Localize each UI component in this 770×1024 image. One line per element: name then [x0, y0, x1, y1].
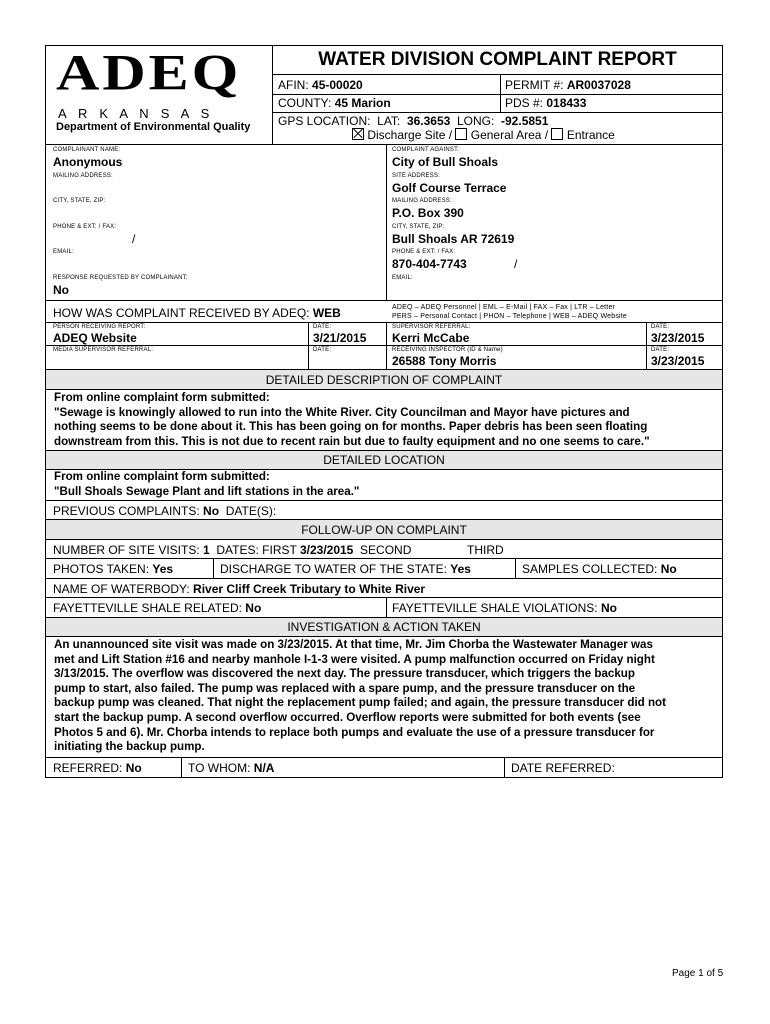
- samples-collected: SAMPLES COLLECTED: No: [522, 562, 677, 576]
- page-number: Page 1 of 5: [672, 968, 724, 979]
- supervisor-label: SUPERVISOR REFERRAL:: [392, 324, 471, 330]
- rule: [45, 345, 723, 346]
- rule: [213, 558, 214, 578]
- complainant-name: Anonymous: [53, 155, 123, 169]
- general-area-checkbox[interactable]: [455, 128, 467, 140]
- person-receiving-label: PERSON RECEIVING REPORT:: [53, 324, 146, 330]
- permit-field: PERMIT #: AR0037028: [505, 78, 631, 92]
- waterbody: NAME OF WATERBODY: River Cliff Creek Tributary to White River: [53, 582, 426, 596]
- rule: [45, 558, 723, 559]
- against-label: COMPLAINT AGAINST:: [392, 147, 460, 153]
- received-legend-1: ADEQ – ADEQ Personnel | EML – E-Mail | FAX – Fax | LTR – Letter: [392, 304, 616, 311]
- rule: [504, 757, 505, 778]
- complainant-name-label: COMPLAINANT NAME:: [53, 147, 121, 153]
- rule: [386, 144, 387, 300]
- complainant-email-label: EMAIL:: [53, 249, 74, 255]
- location-type-options: Discharge Site / General Area / Entrance: [352, 128, 615, 142]
- pds-field: PDS #: 018433: [505, 96, 587, 110]
- referred: REFERRED: No: [53, 761, 142, 775]
- logo-arkansas: A R K A N S A S: [58, 106, 214, 121]
- date-label: DATE:: [313, 324, 332, 330]
- rule: [45, 144, 723, 145]
- against-phone: 870-404-7743: [392, 257, 467, 271]
- discharge-to-water: DISCHARGE TO WATER OF THE STATE: Yes: [220, 562, 471, 576]
- location-text: From online complaint form submitted: "Bull Shoals Sewage Plant and lift stations in the area.": [54, 470, 360, 498]
- supervisor-date: 3/23/2015: [651, 331, 705, 345]
- frame-bottom: [45, 777, 723, 778]
- how-received: HOW WAS COMPLAINT RECEIVED BY ADEQ: WEB: [53, 306, 341, 320]
- against-city-label: CITY, STATE, ZIP:: [392, 224, 445, 230]
- rule: [45, 597, 723, 598]
- response-requested-label: RESPONSE REQUESTED BY COMPLAINANT:: [53, 275, 188, 281]
- photos-taken: PHOTOS TAKEN: Yes: [53, 562, 174, 576]
- complainant-phone-sep: /: [132, 232, 136, 246]
- afin-field: AFIN: 45-00020: [278, 78, 363, 92]
- response-requested-value: No: [53, 283, 69, 297]
- date-received: 3/21/2015: [313, 331, 367, 345]
- adeq-logo: ADEQ: [56, 44, 242, 101]
- date-label: DATE:: [313, 347, 332, 353]
- rule: [272, 74, 722, 75]
- rule: [515, 558, 516, 578]
- location-heading: DETAILED LOCATION: [323, 453, 445, 467]
- person-receiving: ADEQ Website: [53, 331, 137, 345]
- against-mailing-label: MAILING ADDRESS:: [392, 198, 452, 204]
- inspector-date: 3/23/2015: [651, 354, 705, 368]
- receiving-inspector: 26588 Tony Morris: [392, 354, 497, 368]
- site-visits: NUMBER OF SITE VISITS: 1 DATES: FIRST 3/23/2015 SECOND: [53, 543, 412, 557]
- rule: [45, 757, 723, 758]
- complainant-phone-label: PHONE & EXT: / FAX:: [53, 224, 117, 230]
- discharge-site-checkbox[interactable]: [352, 128, 364, 140]
- report-title: WATER DIVISION COMPLAINT REPORT: [318, 49, 677, 70]
- rule: [45, 300, 723, 301]
- complainant-city-label: CITY, STATE, ZIP:: [53, 198, 106, 204]
- description-heading: DETAILED DESCRIPTION OF COMPLAINT: [265, 373, 503, 387]
- frame-left: [45, 45, 46, 778]
- site-address: Golf Course Terrace: [392, 181, 507, 195]
- site-address-label: SITE ADDRESS:: [392, 173, 440, 179]
- rule: [45, 389, 723, 390]
- complainant-mailing-label: MAILING ADDRESS:: [53, 173, 113, 179]
- rule: [272, 94, 722, 95]
- shale-violations: FAYETTEVILLE SHALE VIOLATIONS: No: [392, 601, 617, 615]
- received-legend-2: PERS – Personal Contact | PHON – Telephone | WEB – ADEQ Website: [392, 313, 628, 320]
- against-email-label: EMAIL:: [392, 275, 413, 281]
- against-city: Bull Shoals AR 72619: [392, 232, 515, 246]
- media-supervisor-label: MEDIA SUPERVISOR REFERRAL:: [53, 347, 154, 353]
- investigation-text: An unannounced site visit was made on 3/23/2015. At that time, Mr. Jim Chorba the Wastewater Manager was met and Lift Station #16 and nearby manhole I-1-3 were visited. A pump malfunction occurred on Friday night 3/13/2015. The overflow was discovered the next day. The pressure transducer, which triggers the backup pump to start, also failed. The pump was replaced with a spare pump, and the pressure transducer on the backup pump was cleaned. That night the replacement pump failed; and again, the pressure transducer did not start the backup pump. A second overflow occurred. Overflow reports were submitted for both events (see Photos 5 and 6). Mr. Chorba intends to replace both pumps and evaluate the use of a pressure transducer for initiating the backup pump.: [54, 638, 667, 754]
- inspector-label: RECEIVING INSPECTOR (ID & Name): [392, 347, 503, 353]
- shale-related: FAYETTEVILLE SHALE RELATED: No: [53, 601, 262, 615]
- frame-right: [722, 45, 723, 778]
- date-label: DATE:: [651, 324, 670, 330]
- rule: [45, 322, 723, 323]
- description-text: From online complaint form submitted: "Sewage is knowingly allowed to run into the White River. City Councilman and Mayor have pictures and nothing seems to be done about it. This has been going on for months. Paper debris has been seen floating downstream from this. This is not due to recent rain but due to faulty equipment and no one seems to care.": [54, 391, 650, 448]
- rule: [45, 578, 723, 579]
- rule: [308, 322, 309, 369]
- third-visit: THIRD: [467, 543, 504, 557]
- rule: [45, 636, 723, 637]
- rule: [500, 74, 501, 112]
- to-whom: TO WHOM: N/A: [188, 761, 275, 775]
- date-label: DATE:: [651, 347, 670, 353]
- against-mailing: P.O. Box 390: [392, 206, 464, 220]
- gps-field: GPS LOCATION: LAT: 36.3653 LONG: -92.5851: [278, 114, 549, 128]
- rule: [45, 500, 723, 501]
- rule: [45, 539, 723, 540]
- against-phone-sep: /: [514, 257, 518, 271]
- investigation-heading: INVESTIGATION & ACTION TAKEN: [287, 620, 481, 634]
- rule: [646, 322, 647, 369]
- logo-department: Department of Environmental Quality: [56, 121, 251, 133]
- rule: [181, 757, 182, 778]
- previous-complaints: PREVIOUS COMPLAINTS: No DATE(S):: [53, 504, 277, 518]
- rule: [386, 597, 387, 617]
- county-field: COUNTY: 45 Marion: [278, 96, 391, 110]
- supervisor-referral: Kerri McCabe: [392, 331, 470, 345]
- against-name: City of Bull Shoals: [392, 155, 499, 169]
- against-phone-label: PHONE & EXT: / FAX:: [392, 249, 456, 255]
- rule: [272, 112, 722, 113]
- rule: [386, 322, 387, 369]
- entrance-checkbox[interactable]: [551, 128, 563, 140]
- date-referred: DATE REFERRED:: [511, 761, 615, 775]
- followup-heading: FOLLOW-UP ON COMPLAINT: [301, 523, 467, 537]
